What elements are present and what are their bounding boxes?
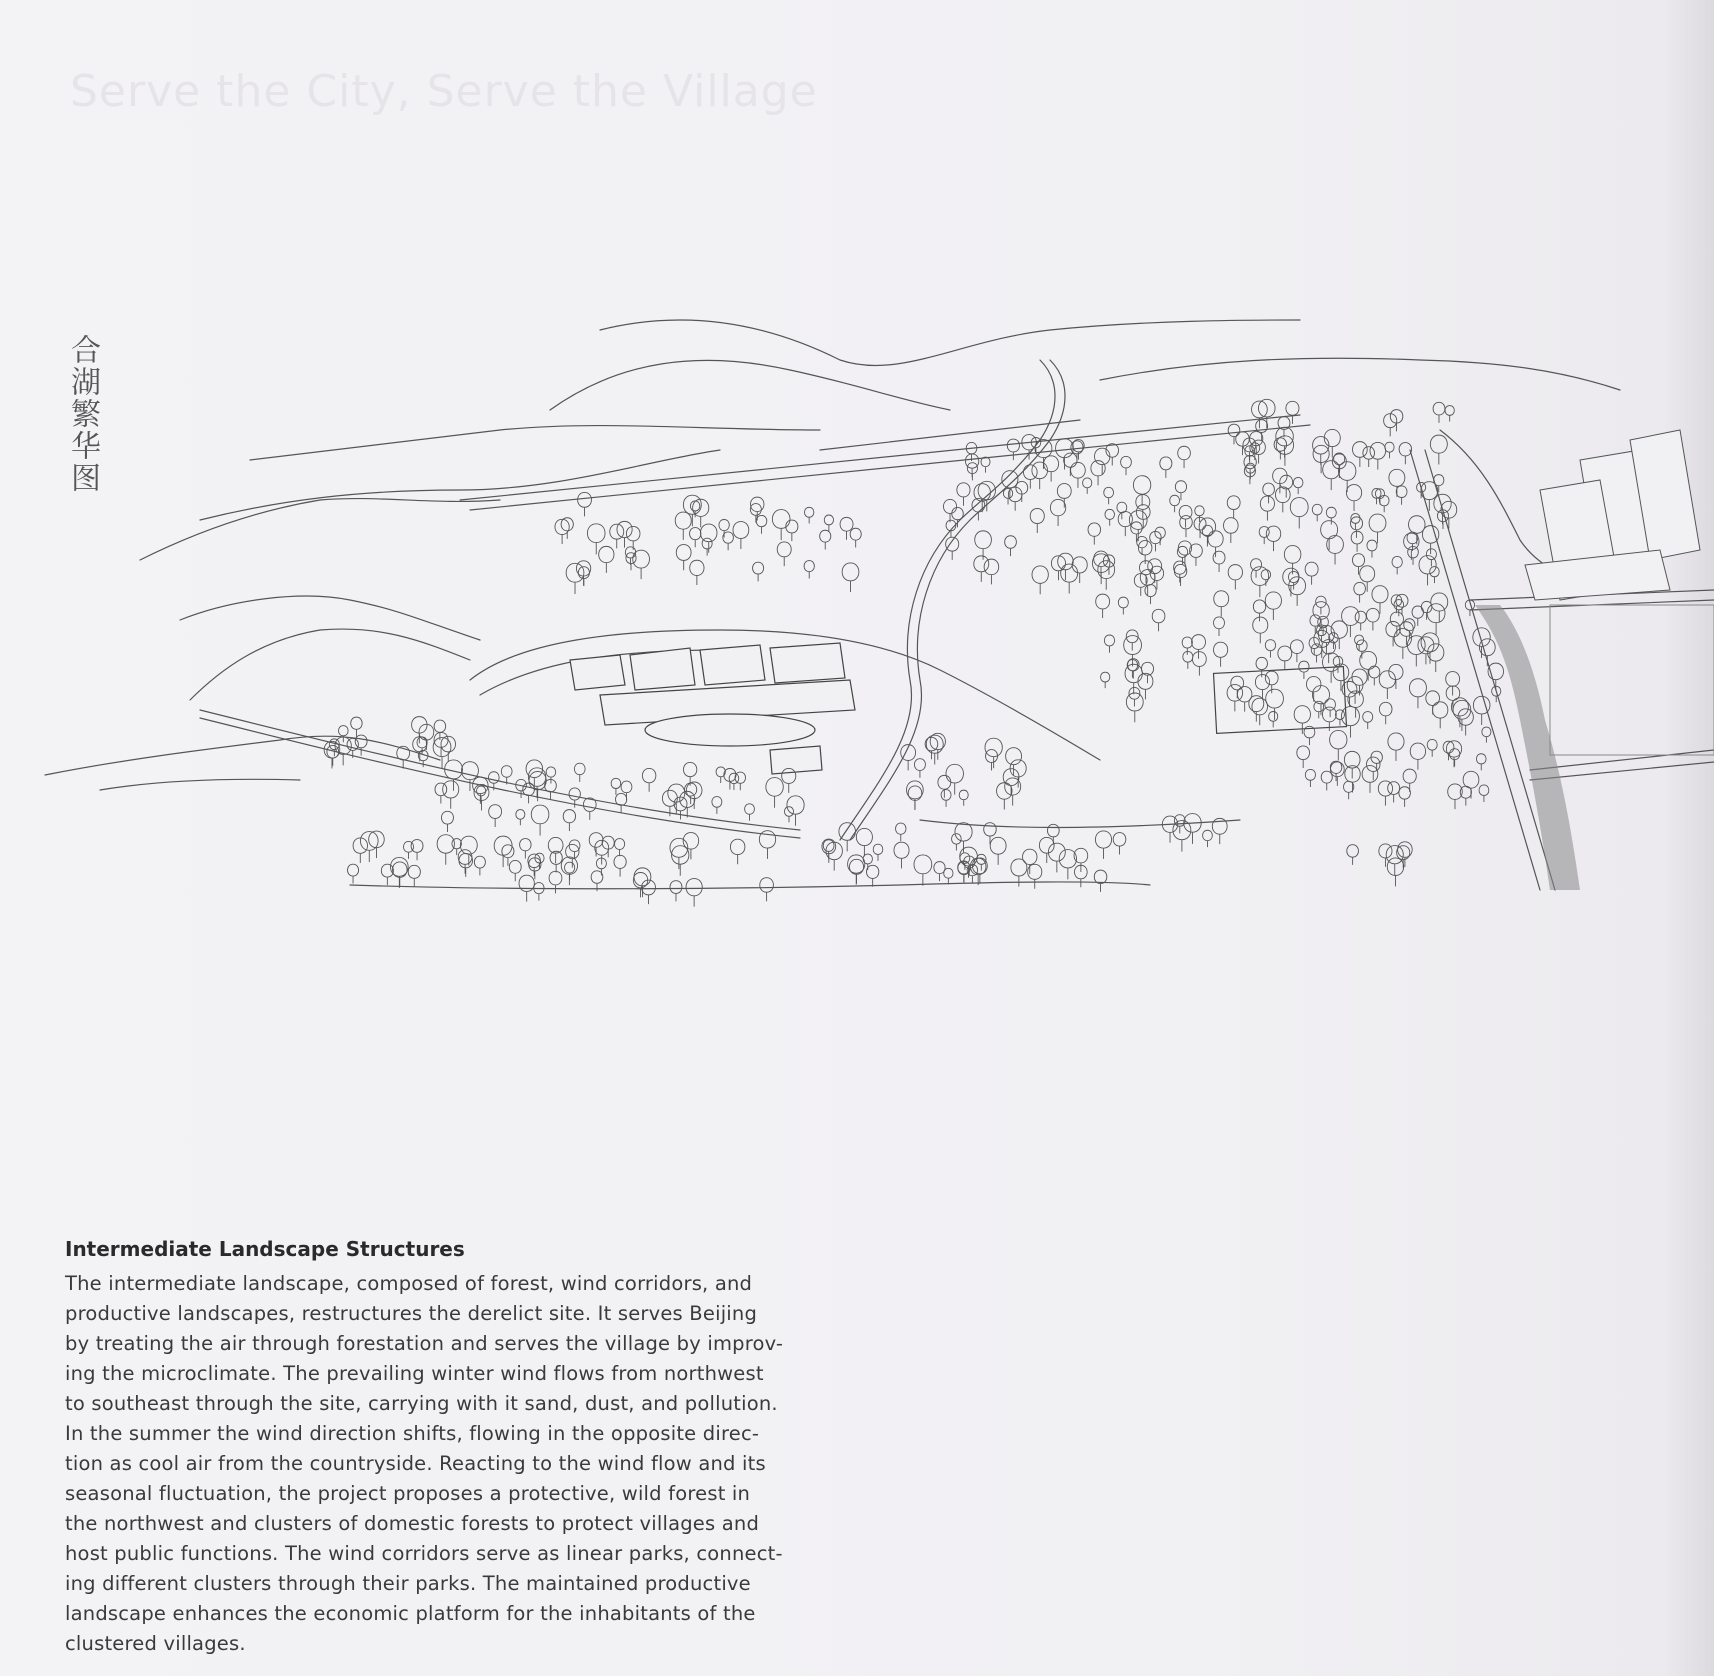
tree-mark	[1284, 546, 1301, 575]
tree-mark	[1433, 702, 1448, 729]
tree-mark	[766, 778, 783, 808]
tree-mark	[614, 839, 624, 857]
tree-mark	[745, 804, 755, 821]
tree-mark	[1044, 456, 1059, 482]
tree-mark	[534, 883, 544, 901]
tree-mark	[528, 854, 541, 876]
tree-mark	[804, 561, 814, 579]
tree-mark	[626, 526, 640, 549]
tree-mark	[952, 834, 962, 851]
tree-mark	[1388, 782, 1400, 803]
caption-line: seasonal fluctuation, the project proposes a protective, wild forest in	[65, 1482, 751, 1505]
tree-mark	[1125, 664, 1142, 694]
tree-mark	[1399, 787, 1411, 807]
tree-mark	[1479, 785, 1489, 802]
tree-mark	[1104, 635, 1114, 653]
tree-mark	[986, 750, 998, 771]
tree-mark	[1370, 442, 1386, 469]
tree-mark	[1409, 516, 1425, 545]
tree-mark	[1051, 556, 1065, 580]
tree-mark	[730, 839, 744, 864]
tree-mark	[1290, 498, 1308, 529]
tree-mark	[587, 524, 605, 555]
tree-mark	[549, 871, 562, 893]
landscape-drawing-icon	[0, 300, 1714, 1000]
tree-mark	[820, 530, 831, 549]
caption-line: ing the microclimate. The prevailing winter wind flows from northwest	[65, 1362, 764, 1385]
tree-mark	[1430, 567, 1440, 584]
tree-mark	[1427, 739, 1437, 756]
tree-mark	[1050, 499, 1065, 526]
road-line	[850, 360, 1065, 840]
tree-mark	[1312, 504, 1322, 521]
tree-mark	[1346, 485, 1361, 511]
tree-mark	[339, 726, 349, 743]
tree-mark	[1326, 507, 1336, 524]
tree-mark	[1058, 553, 1073, 580]
tree-mark	[1360, 566, 1375, 592]
tree-mark	[1311, 644, 1322, 663]
tree-mark	[804, 507, 813, 523]
tree-mark	[1141, 662, 1153, 683]
tree-mark	[563, 810, 575, 831]
tree-mark	[1173, 821, 1191, 852]
tree-mark	[1213, 551, 1225, 572]
tree-mark	[941, 790, 951, 807]
tree-mark	[719, 520, 729, 538]
tree-mark	[1104, 487, 1114, 504]
tree-mark	[1348, 691, 1363, 718]
tree-mark	[1403, 769, 1416, 792]
tree-mark	[1419, 556, 1436, 586]
tree-mark	[1228, 565, 1242, 590]
tree-mark	[974, 556, 989, 582]
tree-mark	[1476, 754, 1486, 771]
tree-mark	[873, 844, 883, 861]
tree-mark	[1101, 672, 1110, 688]
tree-mark	[1265, 640, 1275, 658]
tree-mark	[1431, 593, 1448, 622]
tree-mark	[1388, 733, 1404, 761]
tree-mark	[583, 798, 596, 820]
distant-hill-line	[550, 360, 950, 410]
tree-mark	[1088, 523, 1101, 545]
tree-mark	[1128, 659, 1139, 679]
tree-mark	[735, 772, 746, 790]
caption-line: ing different clusters through their parks. The maintained productive	[65, 1572, 751, 1595]
tree-mark	[1183, 651, 1193, 668]
tree-mark	[972, 498, 985, 520]
tree-mark	[1175, 481, 1186, 500]
diagonal-road	[1425, 450, 1555, 890]
field-plot	[1550, 605, 1714, 755]
hill-line	[140, 499, 500, 560]
tree-mark	[1290, 640, 1303, 662]
campus-building	[770, 643, 845, 683]
tree-mark	[675, 512, 691, 540]
tree-mark	[566, 563, 584, 594]
tree-mark	[1152, 609, 1165, 631]
tree-mark	[1192, 652, 1206, 676]
tree-mark	[1162, 816, 1177, 843]
tree-mark	[459, 853, 473, 876]
highway-line	[460, 415, 1300, 500]
tree-mark	[683, 833, 699, 860]
caption-line: In the summer the wind direction shifts, flowing in the opposite direc-	[65, 1422, 760, 1445]
caption-line: landscape enhances the economic platform for the inhabitants of the	[65, 1602, 756, 1625]
tree-mark	[1362, 766, 1378, 793]
tree-mark	[1178, 446, 1191, 468]
tree-mark	[1094, 870, 1107, 892]
tree-mark	[614, 855, 626, 876]
tree-mark	[753, 562, 764, 581]
ground-line	[350, 882, 1150, 889]
hill-line	[45, 736, 440, 775]
tree-mark	[1174, 564, 1186, 586]
tree-mark	[690, 560, 704, 585]
tree-mark	[824, 515, 833, 531]
tree-mark	[445, 760, 463, 791]
tree-mark	[1353, 442, 1368, 467]
tree-mark	[896, 823, 906, 841]
tree-mark	[1389, 469, 1405, 497]
tree-mark	[1293, 477, 1303, 494]
tree-mark	[327, 745, 339, 765]
tree-mark	[1338, 462, 1355, 492]
hill-line	[180, 596, 480, 640]
tree-mark	[1445, 406, 1454, 422]
tree-mark	[1113, 833, 1126, 855]
sports-track	[645, 714, 815, 746]
tree-mark	[1131, 522, 1142, 542]
caption-line: tion as cool air from the countryside. Reacting to the wind flow and its	[65, 1452, 766, 1475]
tree-mark	[1356, 640, 1367, 659]
tree-mark	[1064, 453, 1077, 476]
tree-mark	[1170, 495, 1180, 512]
tree-mark	[1276, 427, 1294, 457]
tree-mark	[670, 881, 682, 902]
distant-hill-line	[600, 320, 1300, 366]
tree-mark	[712, 797, 722, 814]
tree-mark	[1344, 751, 1360, 778]
tree-mark	[1379, 671, 1395, 699]
tree-mark	[1363, 712, 1373, 729]
tree-mark	[1214, 591, 1229, 617]
tree-mark	[850, 528, 861, 547]
tree-mark	[1105, 509, 1114, 525]
highway-line	[820, 420, 1080, 450]
tree-mark	[437, 835, 454, 865]
tree-mark	[1224, 518, 1239, 543]
tree-mark	[381, 864, 393, 885]
caption-block	[65, 1235, 855, 1659]
tree-mark	[672, 846, 689, 876]
tree-mark	[944, 868, 953, 884]
tree-mark	[516, 779, 527, 798]
tree-mark	[516, 810, 525, 826]
tree-mark	[1323, 461, 1340, 490]
tree-mark	[509, 860, 521, 881]
tree-mark	[1213, 617, 1224, 636]
tree-mark	[616, 793, 627, 812]
tree-mark	[938, 775, 951, 797]
tree-mark	[1278, 646, 1292, 670]
tree-mark	[1008, 487, 1022, 511]
tree-mark	[934, 862, 945, 882]
tree-mark	[1280, 475, 1293, 497]
tree-mark	[1275, 487, 1290, 512]
campus-building	[770, 746, 822, 774]
tree-mark	[1126, 630, 1138, 651]
tree-mark	[1352, 554, 1364, 575]
tree-mark	[1261, 570, 1270, 586]
tree-mark	[784, 807, 793, 823]
tree-mark	[1386, 846, 1403, 876]
tree-mark	[1379, 495, 1389, 512]
tree-mark	[528, 768, 545, 798]
tree-mark	[1083, 478, 1092, 494]
tree-mark	[589, 833, 603, 857]
tree-mark	[1072, 557, 1087, 583]
tree-mark	[626, 553, 636, 571]
campus-building	[630, 648, 695, 690]
tree-mark	[1129, 687, 1140, 706]
hill-line	[190, 629, 470, 700]
tree-mark	[1184, 814, 1201, 844]
tree-mark	[1355, 611, 1366, 630]
tree-mark	[1266, 526, 1280, 551]
tree-mark	[1369, 514, 1386, 543]
tree-mark	[1351, 531, 1363, 552]
tree-mark	[1057, 484, 1071, 508]
tree-mark	[642, 768, 655, 791]
caption-heading: Intermediate Landscape Structures	[65, 1237, 465, 1261]
tree-mark	[856, 828, 872, 856]
tree-mark	[957, 483, 970, 506]
tree-mark	[840, 517, 853, 539]
caption-line: host public functions. The wind corridors serve as linear parks, connect-	[65, 1542, 783, 1565]
tree-mark	[408, 865, 420, 886]
tree-mark	[634, 868, 651, 897]
tree-mark	[1003, 488, 1012, 504]
tree-mark	[750, 504, 761, 523]
tree-mark	[1379, 702, 1392, 724]
tree-mark	[1385, 442, 1394, 458]
tree-mark	[1450, 749, 1460, 767]
tree-mark	[1263, 483, 1275, 503]
tree-mark	[985, 738, 1002, 768]
tree-mark	[1228, 424, 1240, 444]
caption-line: by treating the air through forestation and serves the village by improv-	[65, 1332, 784, 1355]
tree-mark	[1007, 439, 1019, 460]
tree-mark	[1451, 698, 1468, 727]
tree-mark	[1305, 769, 1315, 787]
tree-mark	[434, 720, 446, 740]
tree-mark	[1305, 562, 1318, 585]
tree-mark	[787, 796, 804, 826]
tree-mark	[441, 811, 453, 832]
tree-mark	[1330, 762, 1344, 786]
caption-line: The intermediate landscape, composed of forest, wind corridors, and	[65, 1272, 753, 1295]
bleed-through-title: Serve the City, Serve the Village	[70, 66, 818, 117]
tree-mark	[1407, 636, 1425, 667]
tree-mark	[1430, 435, 1447, 464]
tree-mark	[561, 857, 577, 885]
tree-mark	[1446, 672, 1460, 696]
tree-mark	[1005, 536, 1017, 556]
tree-mark	[1251, 559, 1262, 578]
tree-mark	[474, 856, 485, 875]
tree-mark	[1347, 845, 1359, 865]
tree-mark	[1396, 486, 1407, 505]
tree-mark	[959, 790, 968, 806]
tree-mark	[1399, 443, 1411, 465]
tree-mark	[1118, 597, 1128, 614]
tree-mark	[611, 778, 621, 795]
tree-mark	[733, 522, 749, 549]
tree-mark	[1410, 743, 1425, 770]
tree-mark	[686, 879, 702, 907]
tree-mark	[1096, 594, 1110, 618]
tree-mark	[1145, 585, 1156, 605]
ridge-line	[1100, 358, 1620, 390]
tree-mark	[974, 484, 990, 512]
tree-mark	[955, 823, 972, 853]
tree-mark	[1367, 540, 1377, 557]
caption-body	[65, 1269, 855, 1659]
tree-mark	[1351, 514, 1360, 530]
tree-mark	[494, 836, 512, 867]
tree-mark	[1426, 549, 1436, 567]
tree-mark	[1030, 508, 1044, 532]
tree-mark	[413, 737, 427, 762]
tree-mark	[760, 878, 774, 902]
tree-mark	[1392, 556, 1402, 574]
tree-mark	[1427, 604, 1445, 635]
tree-mark	[1330, 730, 1347, 760]
tree-mark	[1203, 830, 1213, 847]
tree-mark	[777, 542, 791, 566]
tree-mark	[952, 507, 964, 527]
caption-line: productive landscapes, restructures the derelict site. It serves Beijing	[65, 1302, 758, 1325]
tree-mark	[1252, 401, 1268, 428]
tree-mark	[914, 855, 932, 886]
tree-mark	[914, 759, 925, 778]
tree-mark	[1355, 635, 1364, 651]
tree-mark	[975, 531, 992, 560]
tree-mark	[574, 763, 585, 782]
caption-line: to southeast through the site, carrying with it sand, dust, and pollution.	[65, 1392, 778, 1415]
tree-mark	[1354, 582, 1366, 602]
tree-mark	[1389, 664, 1403, 689]
vertical-seal-text: 合湖繁华图	[65, 334, 100, 494]
tree-mark	[786, 520, 798, 541]
tree-mark	[866, 865, 878, 886]
tree-mark	[1126, 693, 1143, 722]
tree-mark	[1155, 527, 1165, 545]
tree-mark	[1367, 608, 1380, 630]
tree-mark	[550, 851, 562, 872]
tree-mark	[1286, 401, 1299, 424]
tree-mark	[617, 521, 632, 547]
tree-mark	[1297, 746, 1310, 768]
tree-mark	[1265, 592, 1281, 620]
tree-mark	[966, 442, 977, 461]
tree-mark	[1253, 617, 1268, 643]
tree-mark	[1032, 566, 1048, 594]
tree-mark	[984, 559, 999, 584]
tree-mark	[599, 546, 614, 572]
tree-mark	[1371, 751, 1382, 771]
tree-mark	[1095, 831, 1111, 859]
tree-mark	[981, 457, 990, 473]
tree-mark	[520, 839, 531, 859]
distant-hill-line	[200, 450, 720, 520]
tree-mark	[1321, 771, 1332, 790]
tree-mark	[756, 515, 767, 533]
tree-mark	[531, 805, 549, 836]
tree-mark	[565, 862, 575, 880]
tree-mark	[1227, 496, 1240, 518]
caption-line: clustered villages.	[65, 1632, 246, 1655]
hill-line	[100, 779, 300, 790]
tree-mark	[1048, 843, 1065, 872]
tree-mark	[772, 510, 790, 541]
tree-mark	[435, 783, 447, 803]
tree-mark	[1482, 727, 1491, 743]
tree-mark	[1421, 601, 1432, 619]
tree-mark	[1350, 517, 1362, 538]
tree-mark	[1260, 496, 1274, 521]
tree-mark	[347, 864, 358, 883]
tree-mark	[351, 717, 362, 737]
tree-mark	[1372, 586, 1388, 614]
tree-mark	[1443, 741, 1454, 760]
tree-mark	[1448, 784, 1463, 809]
tree-mark	[489, 805, 502, 827]
tree-mark	[676, 545, 691, 571]
tree-mark	[1409, 679, 1426, 708]
tree-mark	[1214, 642, 1228, 667]
tree-mark	[1433, 402, 1445, 423]
tree-mark	[1316, 596, 1327, 614]
tree-mark	[1121, 456, 1132, 475]
tree-mark	[578, 492, 592, 516]
tree-mark	[702, 538, 712, 555]
tree-mark	[842, 563, 859, 592]
campus-building	[570, 655, 625, 690]
tree-mark	[894, 842, 909, 868]
tree-mark	[690, 528, 701, 548]
caption-line: the northwest and clusters of domestic forests to protect villages and	[65, 1512, 760, 1535]
campus-building	[700, 645, 765, 685]
tree-mark	[990, 837, 1006, 865]
tree-mark	[1367, 757, 1381, 780]
distant-hill-line	[250, 426, 820, 460]
tree-mark	[1160, 457, 1172, 478]
